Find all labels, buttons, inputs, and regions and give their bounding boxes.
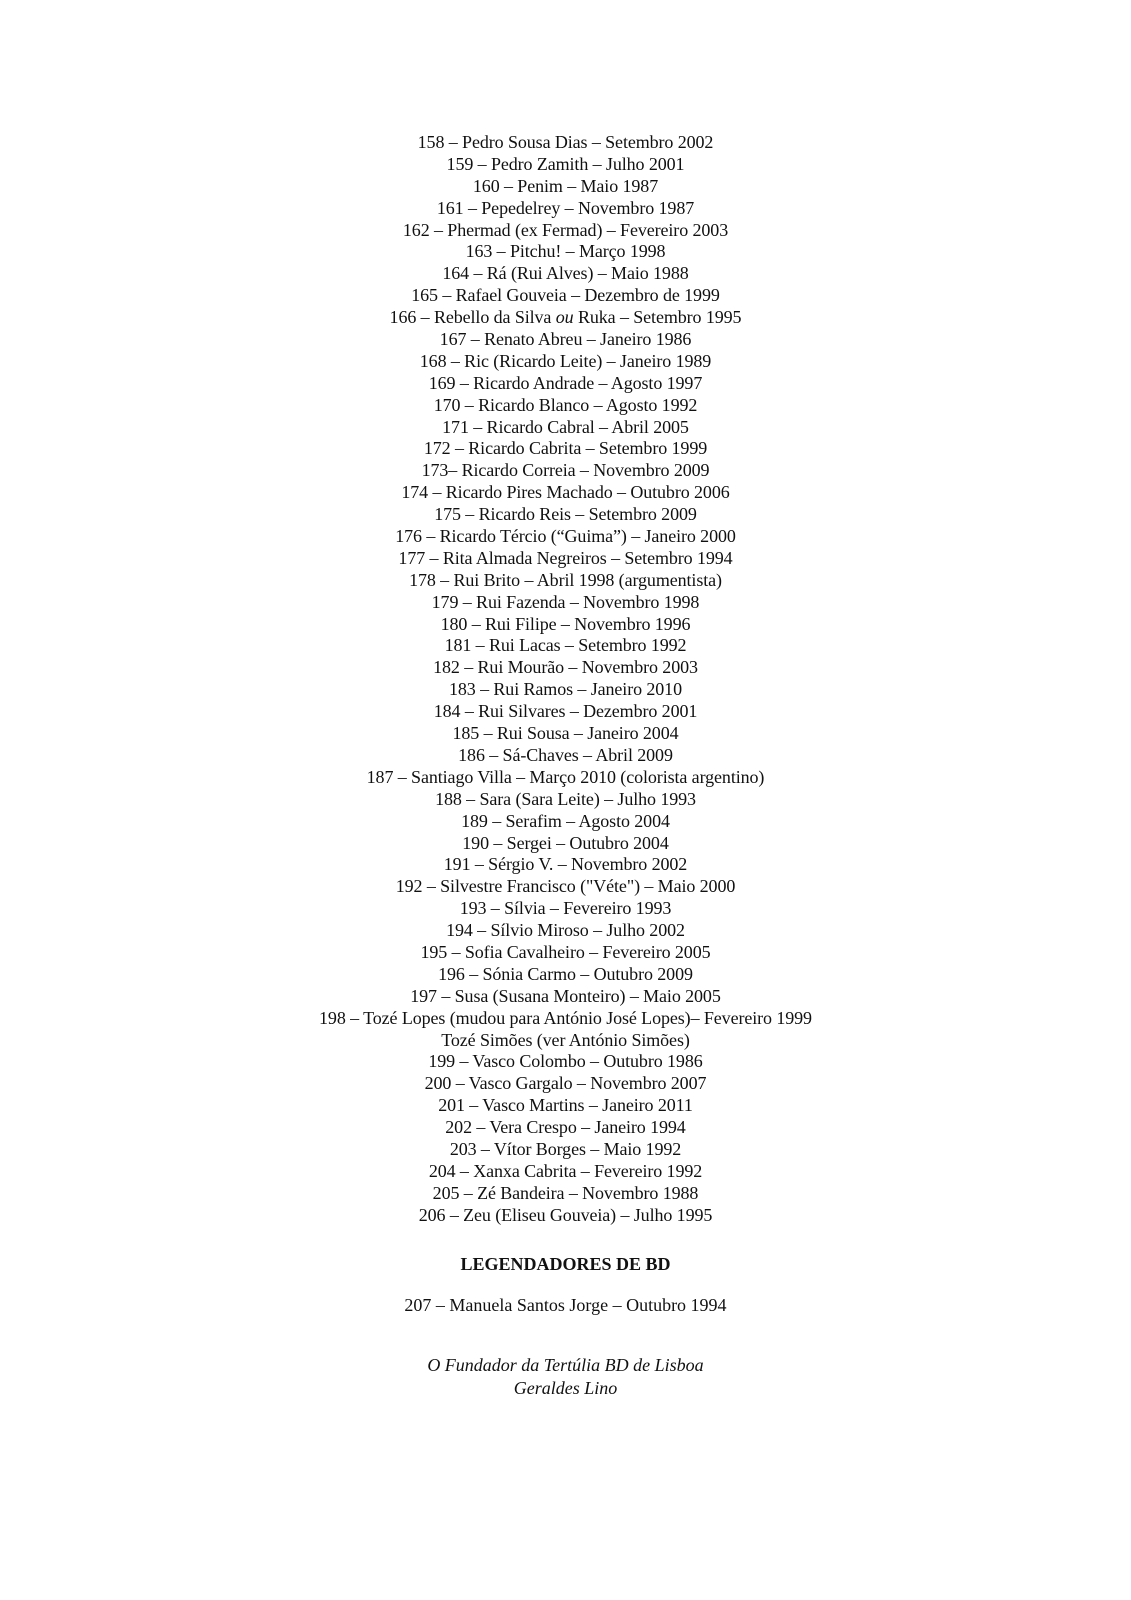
list-item: 160 – Penim – Maio 1987 (472, 175, 659, 196)
list-item: 199 – Vasco Colombo – Outubro 1986 (428, 1051, 703, 1072)
list-item: 158 – Pedro Sousa Dias – Setembro 2002 (417, 132, 714, 152)
list-item: 197 – Susa (Susana Monteiro) – Maio 2005 (410, 985, 721, 1006)
list-item: 175 – Ricardo Reis – Setembro 2009 (434, 504, 697, 525)
signature (0, 1354, 1131, 1400)
list-item: 182 – Rui Mourão – Novembro 2003 (433, 657, 698, 678)
document-page (0, 132, 1131, 1400)
list-item: 206 – Zeu (Eliseu Gouveia) – Julho 1995 (418, 1204, 713, 1225)
list-item: 194 – Sílvio Miroso – Julho 2002 (446, 920, 685, 941)
list-item: 177 – Rita Almada Negreiros – Setembro 1994 (398, 547, 733, 568)
section-title: LEGENDADORES DE BD (460, 1253, 671, 1274)
list-item: 159 – Pedro Zamith – Julho 2001 (446, 153, 685, 174)
list-item: 191 – Sérgio V. – Novembro 2002 (443, 854, 688, 875)
list-item: 196 – Sónia Carmo – Outubro 2009 (438, 963, 693, 984)
list-item: 204 – Xanxa Cabrita – Fevereiro 1992 (428, 1160, 703, 1181)
list-item: 203 – Vítor Borges – Maio 1992 (449, 1138, 682, 1159)
list-item: Tozé Simões (ver António Simões) (441, 1029, 690, 1050)
signature-line-2: Geraldes Lino (513, 1377, 618, 1398)
list-item: 195 – Sofia Cavalheiro – Fevereiro 2005 (420, 941, 711, 962)
list-item: 167 – Renato Abreu – Janeiro 1986 (439, 329, 692, 350)
list-item: 201 – Vasco Martins – Janeiro 2011 (438, 1095, 693, 1116)
list-item: 188 – Sara (Sara Leite) – Julho 1993 (435, 788, 696, 809)
list-item: 165 – Rafael Gouveia – Dezembro de 1999 (411, 285, 720, 306)
list-item: 166 – Rebello da Silva ou Ruka – Setembro 1995 (389, 307, 742, 328)
list-item: 184 – Rui Silvares – Dezembro 2001 (433, 701, 698, 722)
list-item: 170 – Ricardo Blanco – Agosto 1992 (433, 394, 698, 415)
list-item: 178 – Rui Brito – Abril 1998 (argumentista) (409, 569, 722, 590)
list-item: 171 – Ricardo Cabral – Abril 2005 (442, 416, 689, 437)
list-item: 176 – Ricardo Tércio (“Guima”) – Janeiro 2000 (395, 526, 736, 547)
list-item: 181 – Rui Lacas – Setembro 1992 (444, 635, 687, 656)
list-item: 198 – Tozé Lopes (mudou para António José Lopes)– Fevereiro 1999 (319, 1007, 812, 1028)
legend-list (0, 1294, 1131, 1316)
list-item: 161 – Pepedelrey – Novembro 1987 (436, 197, 695, 218)
list-item: 186 – Sá-Chaves – Abril 2009 (458, 744, 673, 765)
list-item: 190 – Sergei – Outubro 2004 (462, 832, 669, 853)
list-item: 200 – Vasco Gargalo – Novembro 2007 (424, 1073, 707, 1094)
list-item: 172 – Ricardo Cabrita – Setembro 1999 (423, 438, 708, 459)
signature-line-1: O Fundador da Tertúlia BD de Lisboa (427, 1354, 704, 1375)
list-item: 180 – Rui Filipe – Novembro 1996 (440, 613, 691, 634)
list-item: 205 – Zé Bandeira – Novembro 1988 (432, 1182, 699, 1203)
list-item: 185 – Rui Sousa – Janeiro 2004 (452, 723, 679, 744)
list-item: 192 – Silvestre Francisco ("Véte") – Maio 2000 (395, 876, 736, 897)
list-item: 162 – Phermad (ex Fermad) – Fevereiro 2003 (402, 219, 729, 240)
list-item: 163 – Pitchu! – Março 1998 (465, 241, 666, 262)
list-item: 189 – Serafim – Agosto 2004 (461, 810, 670, 831)
list-item: 168 – Ric (Ricardo Leite) – Janeiro 1989 (419, 350, 712, 371)
list-item: 164 – Rá (Rui Alves) – Maio 1988 (442, 263, 689, 284)
list-item: 174 – Ricardo Pires Machado – Outubro 2006 (401, 482, 730, 503)
list-item: 179 – Rui Fazenda – Novembro 1998 (431, 591, 700, 612)
list-item: 169 – Ricardo Andrade – Agosto 1997 (428, 372, 703, 393)
list-item: 173– Ricardo Correia – Novembro 2009 (421, 460, 710, 481)
entry-list (0, 132, 1131, 1227)
list-item: 183 – Rui Ramos – Janeiro 2010 (449, 679, 682, 700)
list-item: 202 – Vera Crespo – Janeiro 1994 (445, 1117, 686, 1138)
legend-list-item: 207 – Manuela Santos Jorge – Outubro 1994 (404, 1294, 727, 1315)
list-item: 187 – Santiago Villa – Março 2010 (colorista argentino) (366, 766, 765, 787)
list-item: 193 – Sílvia – Fevereiro 1993 (459, 898, 672, 919)
